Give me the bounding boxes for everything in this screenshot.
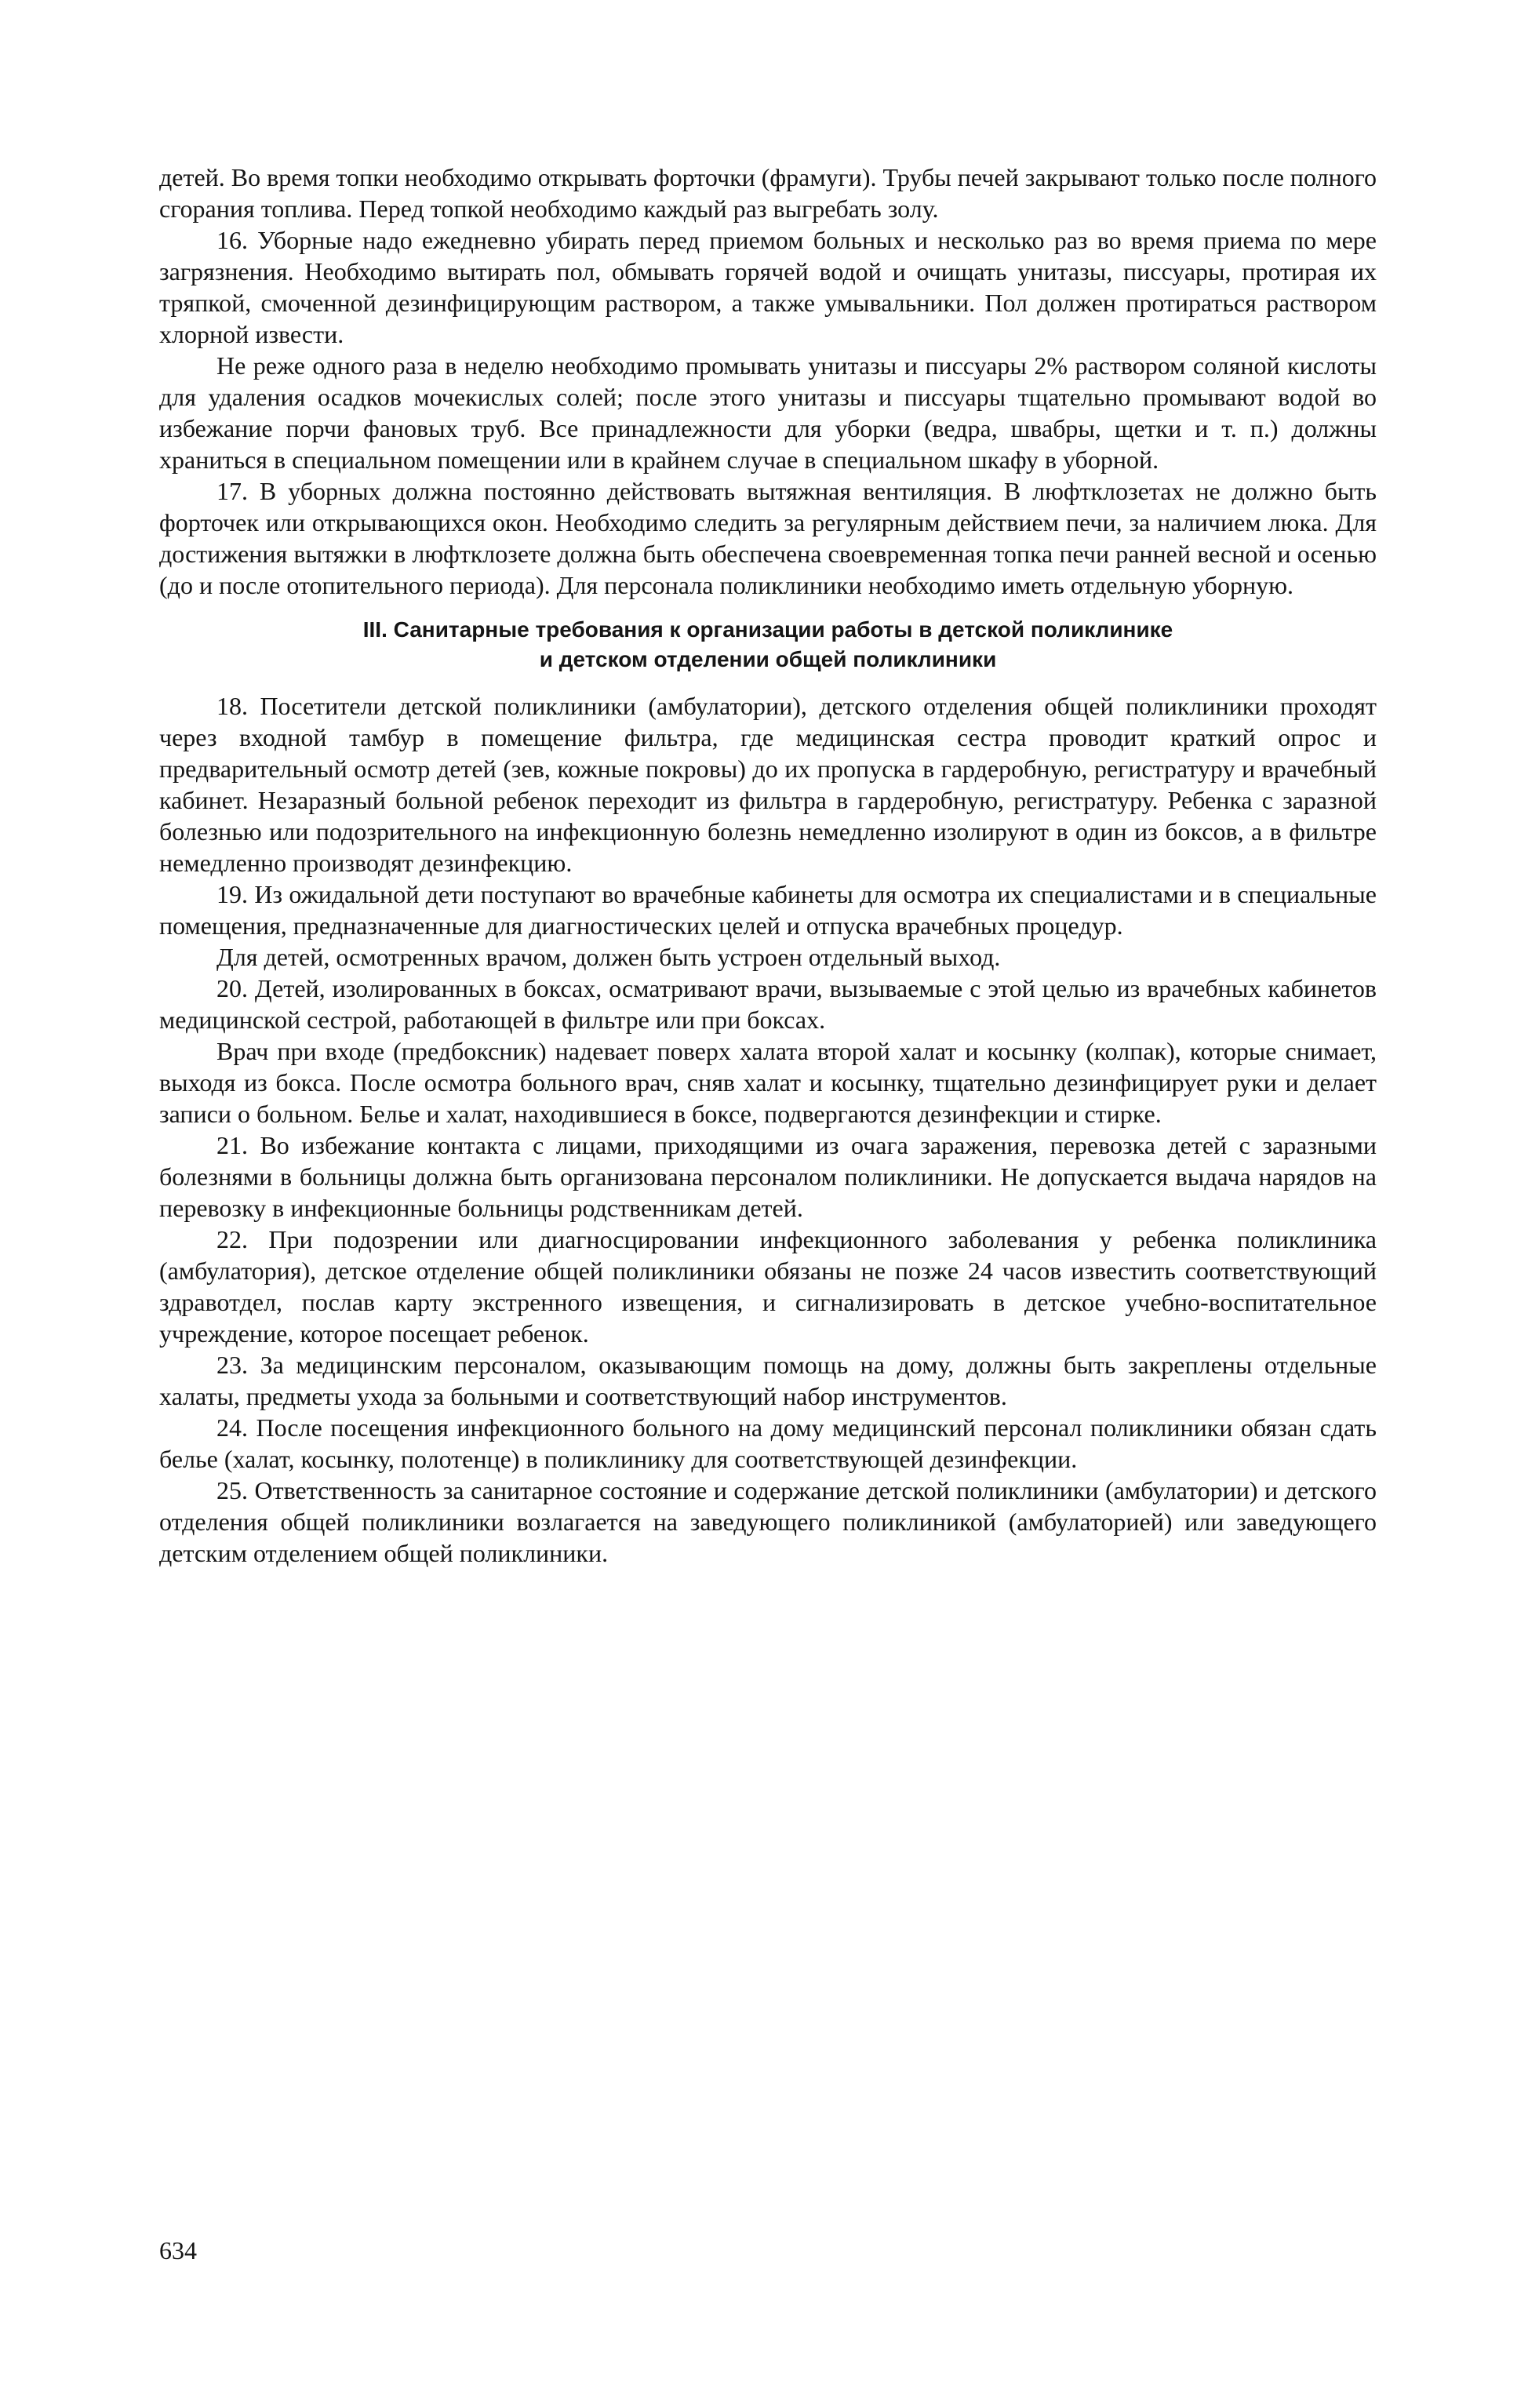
paragraph-20-cont: Врач при входе (предбоксник) надевает поверх халата второй халат и косынку (колпак), которые снимает, выходя из бокса. После осмотра больного врач, сняв халат и косынку, тщательно дезинфицирует руки и делает записи о больном. Белье и халат, находившиеся в боксе, подвергаются дезинфекции и стирке.: [159, 1037, 1377, 1128]
paragraph-25: 25. Ответственность за санитарное состояние и содержание детской поликлиники (амбулатории) и детского отделения общей поликлиники возлагается на заведующего поликлиникой (амбулаторией) или заведующего детским отделением общей поликлиники.: [159, 1476, 1377, 1567]
paragraph-18: 18. Посетители детской поликлиники (амбулатории), детского отделения общей поликлиники проходят через входной тамбур в помещение фильтра, где медицинская сестра проводит краткий опрос и предварительный осмотр детей (зев, кожные покровы) до их пропуска в гардеробную, регистратуру и врачебный кабинет. Незаразный больной ребенок переходит из фильтра в гардеробную, регистратуру. Ребенка с заразной болезнью или подозрительного на инфекционную болезнь немедленно изолируют в один из боксов, а в фильтре немедленно производят дезинфекцию.: [159, 692, 1377, 877]
paragraph-23: 23. За медицинским персоналом, оказывающим помощь на дому, должны быть закреплены отдельные халаты, предметы ухода за больными и соответствующий набор инструментов.: [159, 1351, 1377, 1410]
paragraph-17: 17. В уборных должна постоянно действовать вытяжная вентиляция. В люфтклозетах не должно быть форточек или открывающихся окон. Необходимо следить за регулярным действием печи, за наличием люка. Для достижения вытяжки в люфтклозете должна быть обеспечена своевременная топка печи ранней весной и осенью (до и после отопительного периода). Для персонала поликлиники необходимо иметь отдельную уборную.: [159, 477, 1377, 599]
paragraph-continuation: детей. Во время топки необходимо открывать форточки (фрамуги). Трубы печей закрывают только после полного сгорания топлива. Перед топкой необходимо каждый раз выгребать золу.: [159, 163, 1377, 223]
page-body: [159, 162, 1377, 1569]
paragraph-22: 22. При подозрении или диагносцировании инфекционного заболевания у ребенка поликлиника (амбулатория), детское отделение общей поликлиники обязаны не позже 24 часов известить соответствующий здравотдел, послав карту экстренного извещения, и сигнализировать в детское учебно-воспитательное учреждение, которое посещает ребенок.: [159, 1225, 1377, 1348]
paragraph-16-cont: Не реже одного раза в неделю необходимо промывать унитазы и писсуары 2% раствором соляной кислоты для удаления осадков мочекислых солей; после этого унитазы и писсуары тщательно промывают водой во избежание порчи фановых труб. Все принадлежности для уборки (ведра, швабры, щетки и т. п.) должны храниться в специальном помещении или в крайнем случае в специальном шкафу в уборной.: [159, 351, 1377, 474]
paragraph-16: 16. Уборные надо ежедневно убирать перед приемом больных и несколько раз во время приема по мере загрязнения. Необходимо вытирать пол, обмывать горячей водой и очищать унитазы, писсуары, протирая их тряпкой, смоченной дезинфицирующим раствором, а также умывальники. Пол должен протираться раствором хлорной извести.: [159, 226, 1377, 348]
paragraph-19: 19. Из ожидальной дети поступают во врачебные кабинеты для осмотра их специалистами и в специальные помещения, предназначенные для диагностических целей и отпуска врачебных процедур.: [159, 880, 1377, 940]
section-heading-line-1: III. Санитарные требования к организации работы в детской поликлинике: [362, 617, 1173, 642]
page-number: 634: [159, 2236, 197, 2264]
section-heading: [159, 615, 1377, 675]
paragraph-24: 24. После посещения инфекционного больного на дому медицинский персонал поликлиники обязан сдать белье (халат, косынку, полотенце) в поликлинику для соответствующей дезинфекции.: [159, 1413, 1377, 1473]
paragraph-21: 21. Во избежание контакта с лицами, приходящими из очага заражения, перевозка детей с заразными болезнями в больницы должна быть организована персоналом поликлиники. Не допускается выдача нарядов на перевозку в инфекционные больницы родственникам детей.: [159, 1131, 1377, 1222]
paragraph-20: 20. Детей, изолированных в боксах, осматривают врачи, вызываемые с этой целью из врачебных кабинетов медицинской сестрой, работающей в фильтре или при боксах.: [159, 974, 1377, 1034]
section-heading-line-2: и детском отделении общей поликлиники: [539, 647, 997, 671]
paragraph-19-cont: Для детей, осмотренных врачом, должен быть устроен отдельный выход.: [216, 943, 1001, 971]
